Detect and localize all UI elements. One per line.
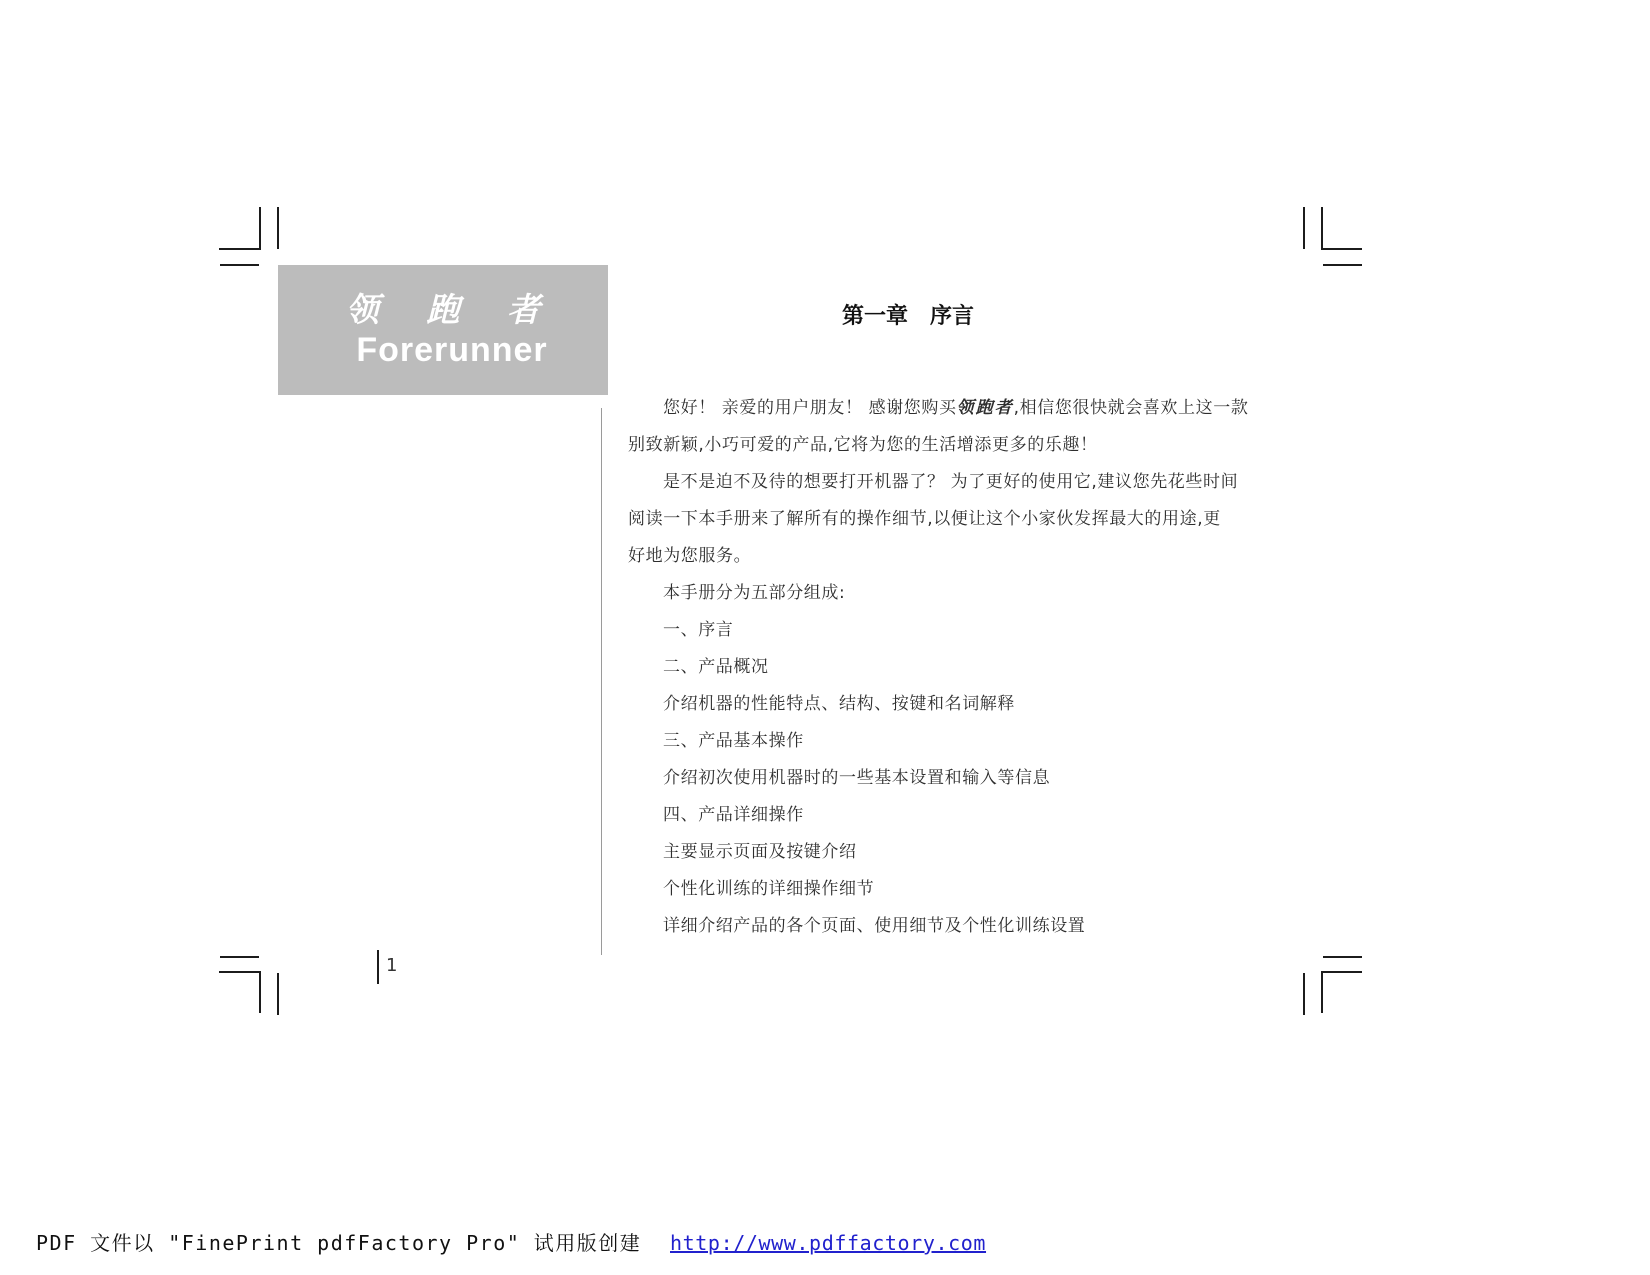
crop-mark-bottom-left bbox=[259, 971, 261, 1013]
crop-mark-bottom-right bbox=[1323, 956, 1362, 958]
body-text-line: 别致新颖,小巧可爱的产品,它将为您的生活增添更多的乐趣！ bbox=[628, 435, 1098, 455]
crop-mark-top-right bbox=[1321, 248, 1362, 250]
body-text-line bbox=[628, 390, 1249, 427]
brand-logo-english: Forerunner bbox=[356, 331, 548, 369]
body-text-line: 介绍初次使用机器时的一些基本设置和输入等信息 bbox=[663, 768, 1051, 788]
brand-logo-chinese: 领 跑 者 bbox=[346, 290, 558, 329]
brand-logo-box bbox=[278, 265, 608, 395]
body-text-line: 二、产品概况 bbox=[663, 657, 769, 677]
body-text-line: 本手册分为五部分组成: bbox=[663, 583, 846, 603]
para1-pre: 您好！ 亲爱的用户朋友！ 感谢您购买 bbox=[663, 398, 957, 418]
crop-mark-top-left bbox=[220, 264, 259, 266]
crop-mark-top-left bbox=[277, 207, 279, 249]
crop-mark-top-right bbox=[1303, 207, 1305, 249]
body-text-line: 四、产品详细操作 bbox=[663, 805, 804, 825]
crop-mark-bottom-right bbox=[1321, 971, 1323, 1013]
crop-mark-bottom-left bbox=[219, 971, 260, 973]
brand-name-inline: 领跑者 bbox=[956, 398, 1014, 418]
crop-mark-bottom-right bbox=[1303, 973, 1305, 1015]
body-text-line: 阅读一下本手册来了解所有的操作细节,以便让这个小家伙发挥最大的用途,更 bbox=[628, 509, 1221, 529]
footer-creation-notice: PDF 文件以 "FinePrint pdfFactory Pro" 试用版创建 bbox=[36, 1231, 642, 1255]
body-text-line: 介绍机器的性能特点、结构、按键和名词解释 bbox=[663, 694, 1015, 714]
body-text-line: 是不是迫不及待的想要打开机器了？ 为了更好的使用它,建议您先花些时间 bbox=[663, 472, 1239, 492]
para1-post: ,相信您很快就会喜欢上这一款 bbox=[1013, 398, 1249, 418]
pdffactory-link[interactable]: http://www.pdffactory.com bbox=[670, 1231, 987, 1255]
body-text-line: 好地为您服务。 bbox=[628, 546, 752, 566]
page-number: 1 bbox=[386, 955, 398, 976]
body-text-line: 三、产品基本操作 bbox=[663, 731, 804, 751]
body-text-line: 主要显示页面及按键介绍 bbox=[663, 842, 857, 862]
crop-mark-top-right bbox=[1323, 264, 1362, 266]
crop-mark-bottom-right bbox=[1321, 971, 1362, 973]
crop-mark-bottom-left bbox=[277, 973, 279, 1015]
body-text-line: 详细介绍产品的各个页面、使用细节及个性化训练设置 bbox=[663, 916, 1086, 936]
crop-mark-top-left bbox=[219, 248, 260, 250]
column-divider-line bbox=[601, 408, 602, 955]
body-text-line: 个性化训练的详细操作细节 bbox=[663, 879, 875, 899]
chapter-title: 第一章 序言 bbox=[841, 304, 974, 329]
crop-mark-top-left bbox=[259, 207, 261, 250]
page-number-tick bbox=[377, 950, 379, 984]
crop-mark-top-right bbox=[1321, 207, 1323, 250]
body-text-line: 一、序言 bbox=[663, 620, 734, 640]
crop-mark-bottom-left bbox=[220, 956, 259, 958]
body-text bbox=[628, 390, 1249, 945]
